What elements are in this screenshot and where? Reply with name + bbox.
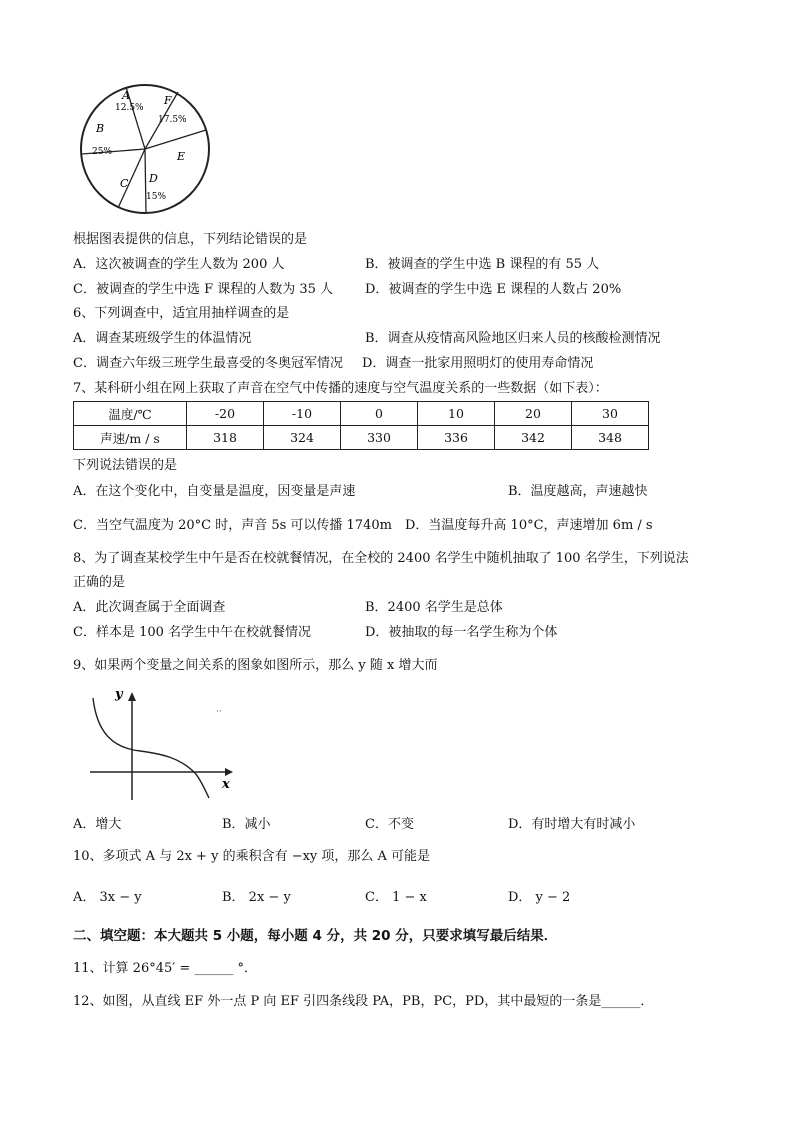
q8-option-c: C．样本是 100 名学生中午在校就餐情况 xyxy=(73,625,312,640)
q6-option-a: A．调查某班级学生的体温情况 xyxy=(73,331,252,346)
q9-option-b: B．减小 xyxy=(222,817,271,832)
table-cell: 318 xyxy=(187,426,264,450)
table-cell: 330 xyxy=(341,426,418,450)
section-heading: 二、填空题：本大题共 5 小题，每小题 4 分，共 20 分，只要求填写最后结果． xyxy=(73,928,558,944)
q9-stem: 9、如果两个变量之间关系的图象如图所示，那么 y 随 x 增大而 xyxy=(73,658,438,673)
q7-after: 下列说法错误的是 xyxy=(73,458,178,473)
q10-option-d: D． y − 2 xyxy=(508,890,571,905)
q10-option-a: A． 3x − y xyxy=(73,890,142,905)
pie-label-f: F xyxy=(164,94,172,107)
q8-option-d: D．被抽取的每一名学生称为个体 xyxy=(365,625,558,640)
svg-text:··: ·· xyxy=(216,707,222,717)
q9-option-a: A．增大 xyxy=(73,817,122,832)
q6-option-d: D．调查一批家用照明灯的使用寿命情况 xyxy=(362,356,594,371)
q8-option-a: A．此次调查属于全面调查 xyxy=(73,600,226,615)
q7-table xyxy=(73,401,649,450)
pie-label-a: A xyxy=(122,89,130,102)
q7-option-b: B．温度越高，声速越快 xyxy=(508,484,648,499)
q5-option-c: C．被调查的学生中选 F 课程的人数为 35 人 xyxy=(73,282,334,297)
q5-option-a: A．这次被调查的学生人数为 200 人 xyxy=(73,257,285,272)
table-cell: -10 xyxy=(264,402,341,426)
pie-pct-b: 25% xyxy=(92,147,113,157)
pie-label-d: D xyxy=(149,172,158,185)
q5-option-b: B．被调查的学生中选 B 课程的有 55 人 xyxy=(365,257,600,272)
q8-stem-line2: 正确的是 xyxy=(73,575,126,590)
q7-option-c: C．当空气温度为 20°C 时，声音 5s 可以传播 1740m xyxy=(73,518,392,533)
pie-pct-d: 15% xyxy=(146,192,167,202)
q10-option-c: C． 1 − x xyxy=(365,890,427,905)
pie-chart xyxy=(78,82,213,217)
table-cell: 0 xyxy=(341,402,418,426)
pie-label-e: E xyxy=(177,150,186,163)
q9-option-c: C．不变 xyxy=(365,817,414,832)
pie-label-c: C xyxy=(120,177,129,190)
pie-label-b: B xyxy=(96,122,105,135)
q11-text: 11、计算 26°45′ = ______ °． xyxy=(73,961,257,976)
q12-text: 12、如图，从直线 EF 外一点 P 向 EF 引四条线段 PA，PB，PC，PD，其中最短的一条是______． xyxy=(73,994,654,1009)
pie-pct-f: 17.5% xyxy=(158,115,187,125)
q8-option-b: B．2400 名学生是总体 xyxy=(365,600,503,615)
table-row xyxy=(74,426,649,450)
table-cell: 324 xyxy=(264,426,341,450)
q10-option-b: B． 2x − y xyxy=(222,890,291,905)
q7-option-d: D．当温度每升高 10°C，声速增加 6m / s xyxy=(405,518,653,533)
q6-option-b: B．调查从疫情高风险地区归来人员的核酸检测情况 xyxy=(365,331,661,346)
table-cell: 温度/℃ xyxy=(74,402,187,426)
table-cell: 声速/m / s xyxy=(74,426,187,450)
table-cell: 348 xyxy=(572,426,649,450)
q5-option-d: D．被调查的学生中选 E 课程的人数占 20% xyxy=(365,282,622,297)
q9-axis-x: x xyxy=(222,777,230,792)
q10-stem: 10、多项式 A 与 2x + y 的乘积含有 −xy 项，那么 A 可能是 xyxy=(73,849,431,864)
table-cell: 10 xyxy=(418,402,495,426)
table-cell: 20 xyxy=(495,402,572,426)
table-cell: -20 xyxy=(187,402,264,426)
q6-stem: 6、下列调查中，适宜用抽样调查的是 xyxy=(73,306,290,321)
table-cell: 342 xyxy=(495,426,572,450)
q7-option-a: A．在这个变化中，自变量是温度，因变量是声速 xyxy=(73,484,356,499)
q9-option-d: D．有时增大有时减小 xyxy=(508,817,636,832)
pie-pct-a: 12.5% xyxy=(115,103,144,113)
table-cell: 30 xyxy=(572,402,649,426)
q7-stem: 7、某科研小组在网上获取了声音在空气中传播的速度与空气温度关系的一些数据（如下表）： xyxy=(73,381,608,396)
q9-axis-y: y xyxy=(115,688,123,702)
q5-stem: 根据图表提供的信息，下列结论错误的是 xyxy=(73,232,308,247)
q9-graph xyxy=(85,688,235,803)
table-cell: 336 xyxy=(418,426,495,450)
q6-option-c: C．调查六年级三班学生最喜受的冬奥冠军情况 xyxy=(73,356,343,371)
table-row xyxy=(74,402,649,426)
q8-stem-line1: 8、为了调查某校学生中午是否在校就餐情况，在全校的 2400 名学生中随机抽取了 100 名学生，下列说法 xyxy=(73,551,689,566)
